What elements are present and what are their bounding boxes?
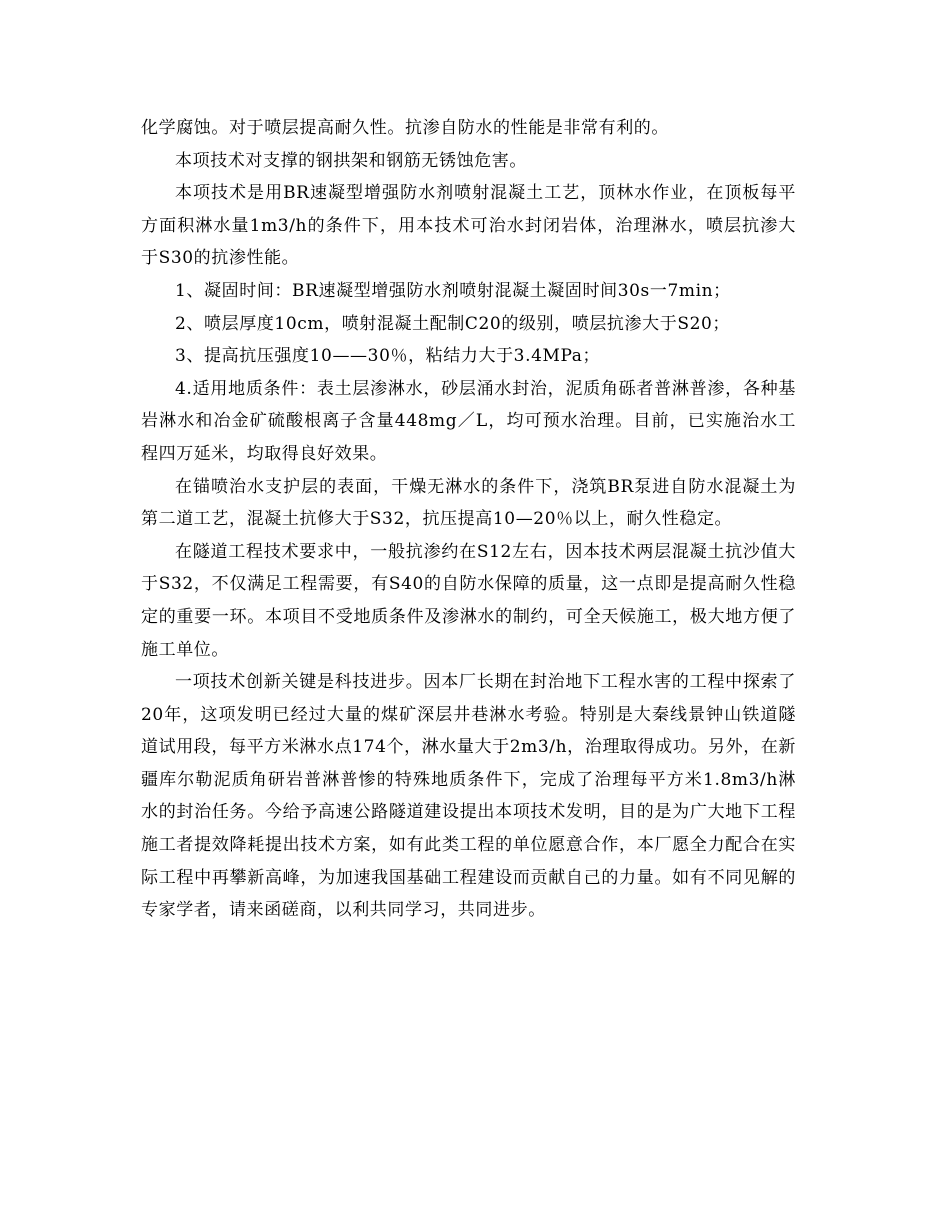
document-body: [141, 112, 796, 927]
paragraph-1: 化学腐蚀。对于喷层提高耐久性。抗渗自防水的性能是非常有利的。: [141, 118, 669, 138]
paragraph-7: 4.适用地质条件：表土层渗淋水，砂层涌水封治，泥质角砾者普淋普渗，各种基岩淋水和冶金矿硫酸根离子含量448mg／L，均可预水治理。目前，已实施治水工程四万延米，均取得良好效果。: [141, 378, 796, 464]
paragraph-6: 3、提高抗压强度10——30％，粘结力大于3.4MPa；: [175, 346, 601, 367]
paragraph-4: 1、凝固时间：BR速凝型增强防水剂喷射混凝土凝固时间30s一7min；: [175, 280, 731, 301]
paragraph-9: 在隧道工程技术要求中，一般抗渗约在S12左右，因本技术两层混凝土抗沙值大于S32，不仅满足工程需要，有S40的自防水保障的质量，这一点即是提高耐久性稳定的重要一环。本项目不受地质条件及渗淋水的制约，可全天候施工，极大地方便了施工单位。: [141, 541, 796, 660]
paragraph-8: 在锚喷治水支护层的表面，干燥无淋水的条件下，浇筑BR泵进自防水混凝土为第二道工艺，混凝土抗修大于S32，抗压提高10—20％以上，耐久性稳定。: [141, 476, 796, 530]
paragraph-2: 本项技术对支撑的钢拱架和钢筋无锈蚀危害。: [175, 150, 527, 171]
paragraph-3: 本项技术是用BR速凝型增强防水剂喷射混凝土工艺，顶林水作业，在顶板每平方面积淋水量1m3/h的条件下，用本技术可治水封闭岩体，治理淋水，喷层抗渗大于S30的抗渗性能。: [141, 183, 796, 269]
paragraph-10: 一项技术创新关键是科技进步。因本厂长期在封治地下工程水害的工程中探索了20年，这项发明已经过大量的煤矿深层井巷淋水考验。特别是大秦线景钟山铁道隧道试用段，每平方米淋水点174个，淋水量大于2m3/h，治理取得成功。另外，在新疆库尔勒泥质角研岩普淋普惨的特殊地质条件下，完成了治理每平方米1.8m3/h淋水的封治任务。今给予高速公路隧道建设提出本项技术发明，目的是为广大地下工程施工者提效降耗提出技术方案，如有此类工程的单位愿意合作，本厂愿全力配合在实际工程中再攀新高峰，为加速我国基础工程建设而贡献自己的力量。如有不同见解的专家学者，请来函磋商，以利共同学习，共同进步。: [141, 672, 796, 921]
paragraph-5: 2、喷层厚度10cm，喷射混凝土配制C20的级别，喷层抗渗大于S20；: [175, 313, 731, 334]
